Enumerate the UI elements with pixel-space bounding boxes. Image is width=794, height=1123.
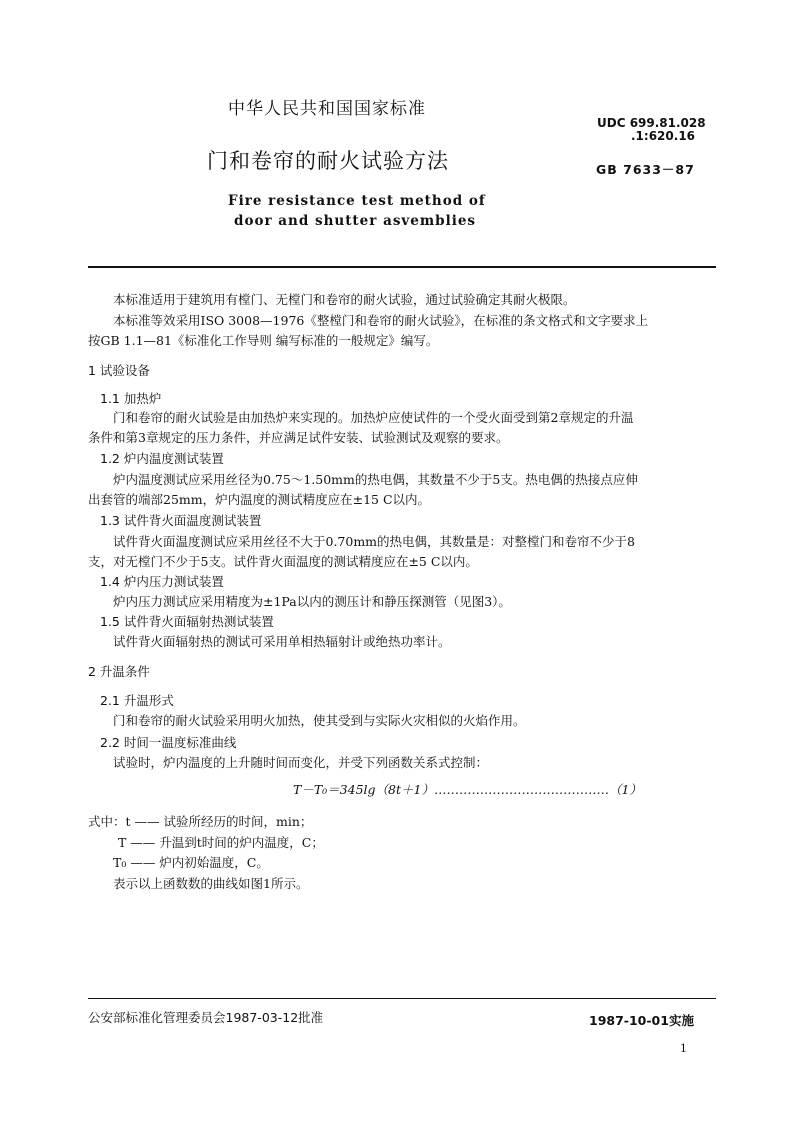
figure-reference: 表示以上函数数的曲线如图1所示。 [113, 876, 309, 891]
formula-where-T: T —— 升温到t时间的炉内温度，C； [118, 835, 324, 850]
footer-divider [88, 998, 716, 999]
english-title-line2: door and shutter asvemblies [234, 213, 477, 229]
section-1-1-heading: 1.1 加热炉 [100, 391, 162, 406]
section-1-3-text: 支，对无樘门不少于5支。试件背火面温度的测试精度应在±5 C以内。 [88, 554, 478, 569]
intro-line: 本标准适用于建筑用有樘门、无樘门和卷帘的耐火试验，通过试验确定其耐火极限。 [113, 292, 576, 307]
section-1-5-text: 试件背火面辐射热的测试可采用单相热辐射计或绝热功率计。 [113, 634, 451, 649]
intro-line: 本标准等效采用ISO 3008—1976《整樘门和卷帘的耐火试验》，在标准的条文格式和文字要求上 [113, 313, 649, 328]
section-2-2-heading: 2.2 时间一温度标准曲线 [100, 735, 237, 750]
section-1-4-heading: 1.4 炉内压力测试装置 [100, 574, 224, 589]
section-2-heading: 2 升温条件 [88, 664, 150, 679]
section-1-heading: 1 试验设备 [88, 363, 150, 378]
section-2-1-text: 门和卷帘的耐火试验采用明火加热，使其受到与实际火灾相似的火焰作用。 [113, 713, 526, 728]
section-2-1-heading: 2.1 升温形式 [100, 693, 174, 708]
formula-where-t: 式中：t —— 试验所经历的时间，min； [88, 814, 313, 829]
udc-code: UDC 699.81.028 [597, 116, 706, 130]
english-title-line1: Fire resistance test method of [228, 193, 486, 209]
udc-code-cont: .1:620.16 [631, 129, 696, 143]
intro-line: 按GB 1.1—81《标准化工作导则 编写标准的一般规定》编写。 [88, 333, 439, 348]
effective-date: 1987-10-01实施 [589, 1013, 694, 1028]
section-1-2-text: 炉内温度测试应采用丝径为0.75～1.50mm的热电偶，其数量不少于5支。热电偶的热接点应伸 [113, 472, 638, 487]
section-1-5-heading: 1.5 试件背火面辐射热测试装置 [100, 614, 274, 629]
issuing-body: 中华人民共和国国家标准 [228, 99, 426, 119]
gb-number: GB 7633－87 [596, 162, 695, 177]
section-1-3-text: 试件背火面温度测试应采用丝径不大于0.70mm的热电偶，其数量是：对整樘门和卷帘不少于8 [113, 534, 635, 549]
section-1-4-text: 炉内压力测试应采用精度为±1Pa以内的测压计和静压探测管（见图3）。 [113, 594, 511, 609]
temperature-formula: T－T₀＝345lg（8t＋1）……………………………………（1） [293, 782, 642, 797]
section-1-2-heading: 1.2 炉内温度测试装置 [100, 451, 224, 466]
header-divider [88, 266, 716, 268]
page-number: 1 [680, 1042, 687, 1055]
section-1-1-text: 条件和第3章规定的压力条件，并应满足试件安装、试验测试及观察的要求。 [88, 430, 509, 445]
formula-where-T0: T₀ —— 炉内初始温度，C。 [113, 855, 269, 870]
section-1-2-text: 出套管的端部25mm，炉内温度的测试精度应在±15 C以内。 [88, 492, 431, 507]
approval-line: 公安部标准化管理委员会1987-03-12批准 [88, 1010, 324, 1025]
document-title: 门和卷帘的耐火试验方法 [207, 149, 449, 173]
section-2-2-text: 试验时，炉内温度的上升随时间而变化，并受下列函数关系式控制： [113, 755, 489, 770]
section-1-1-text: 门和卷帘的耐火试验是由加热炉来实现的。加热炉应使试件的一个受火面受到第2章规定的升温 [113, 410, 634, 425]
section-1-3-heading: 1.3 试件背火面温度测试装置 [100, 513, 262, 528]
